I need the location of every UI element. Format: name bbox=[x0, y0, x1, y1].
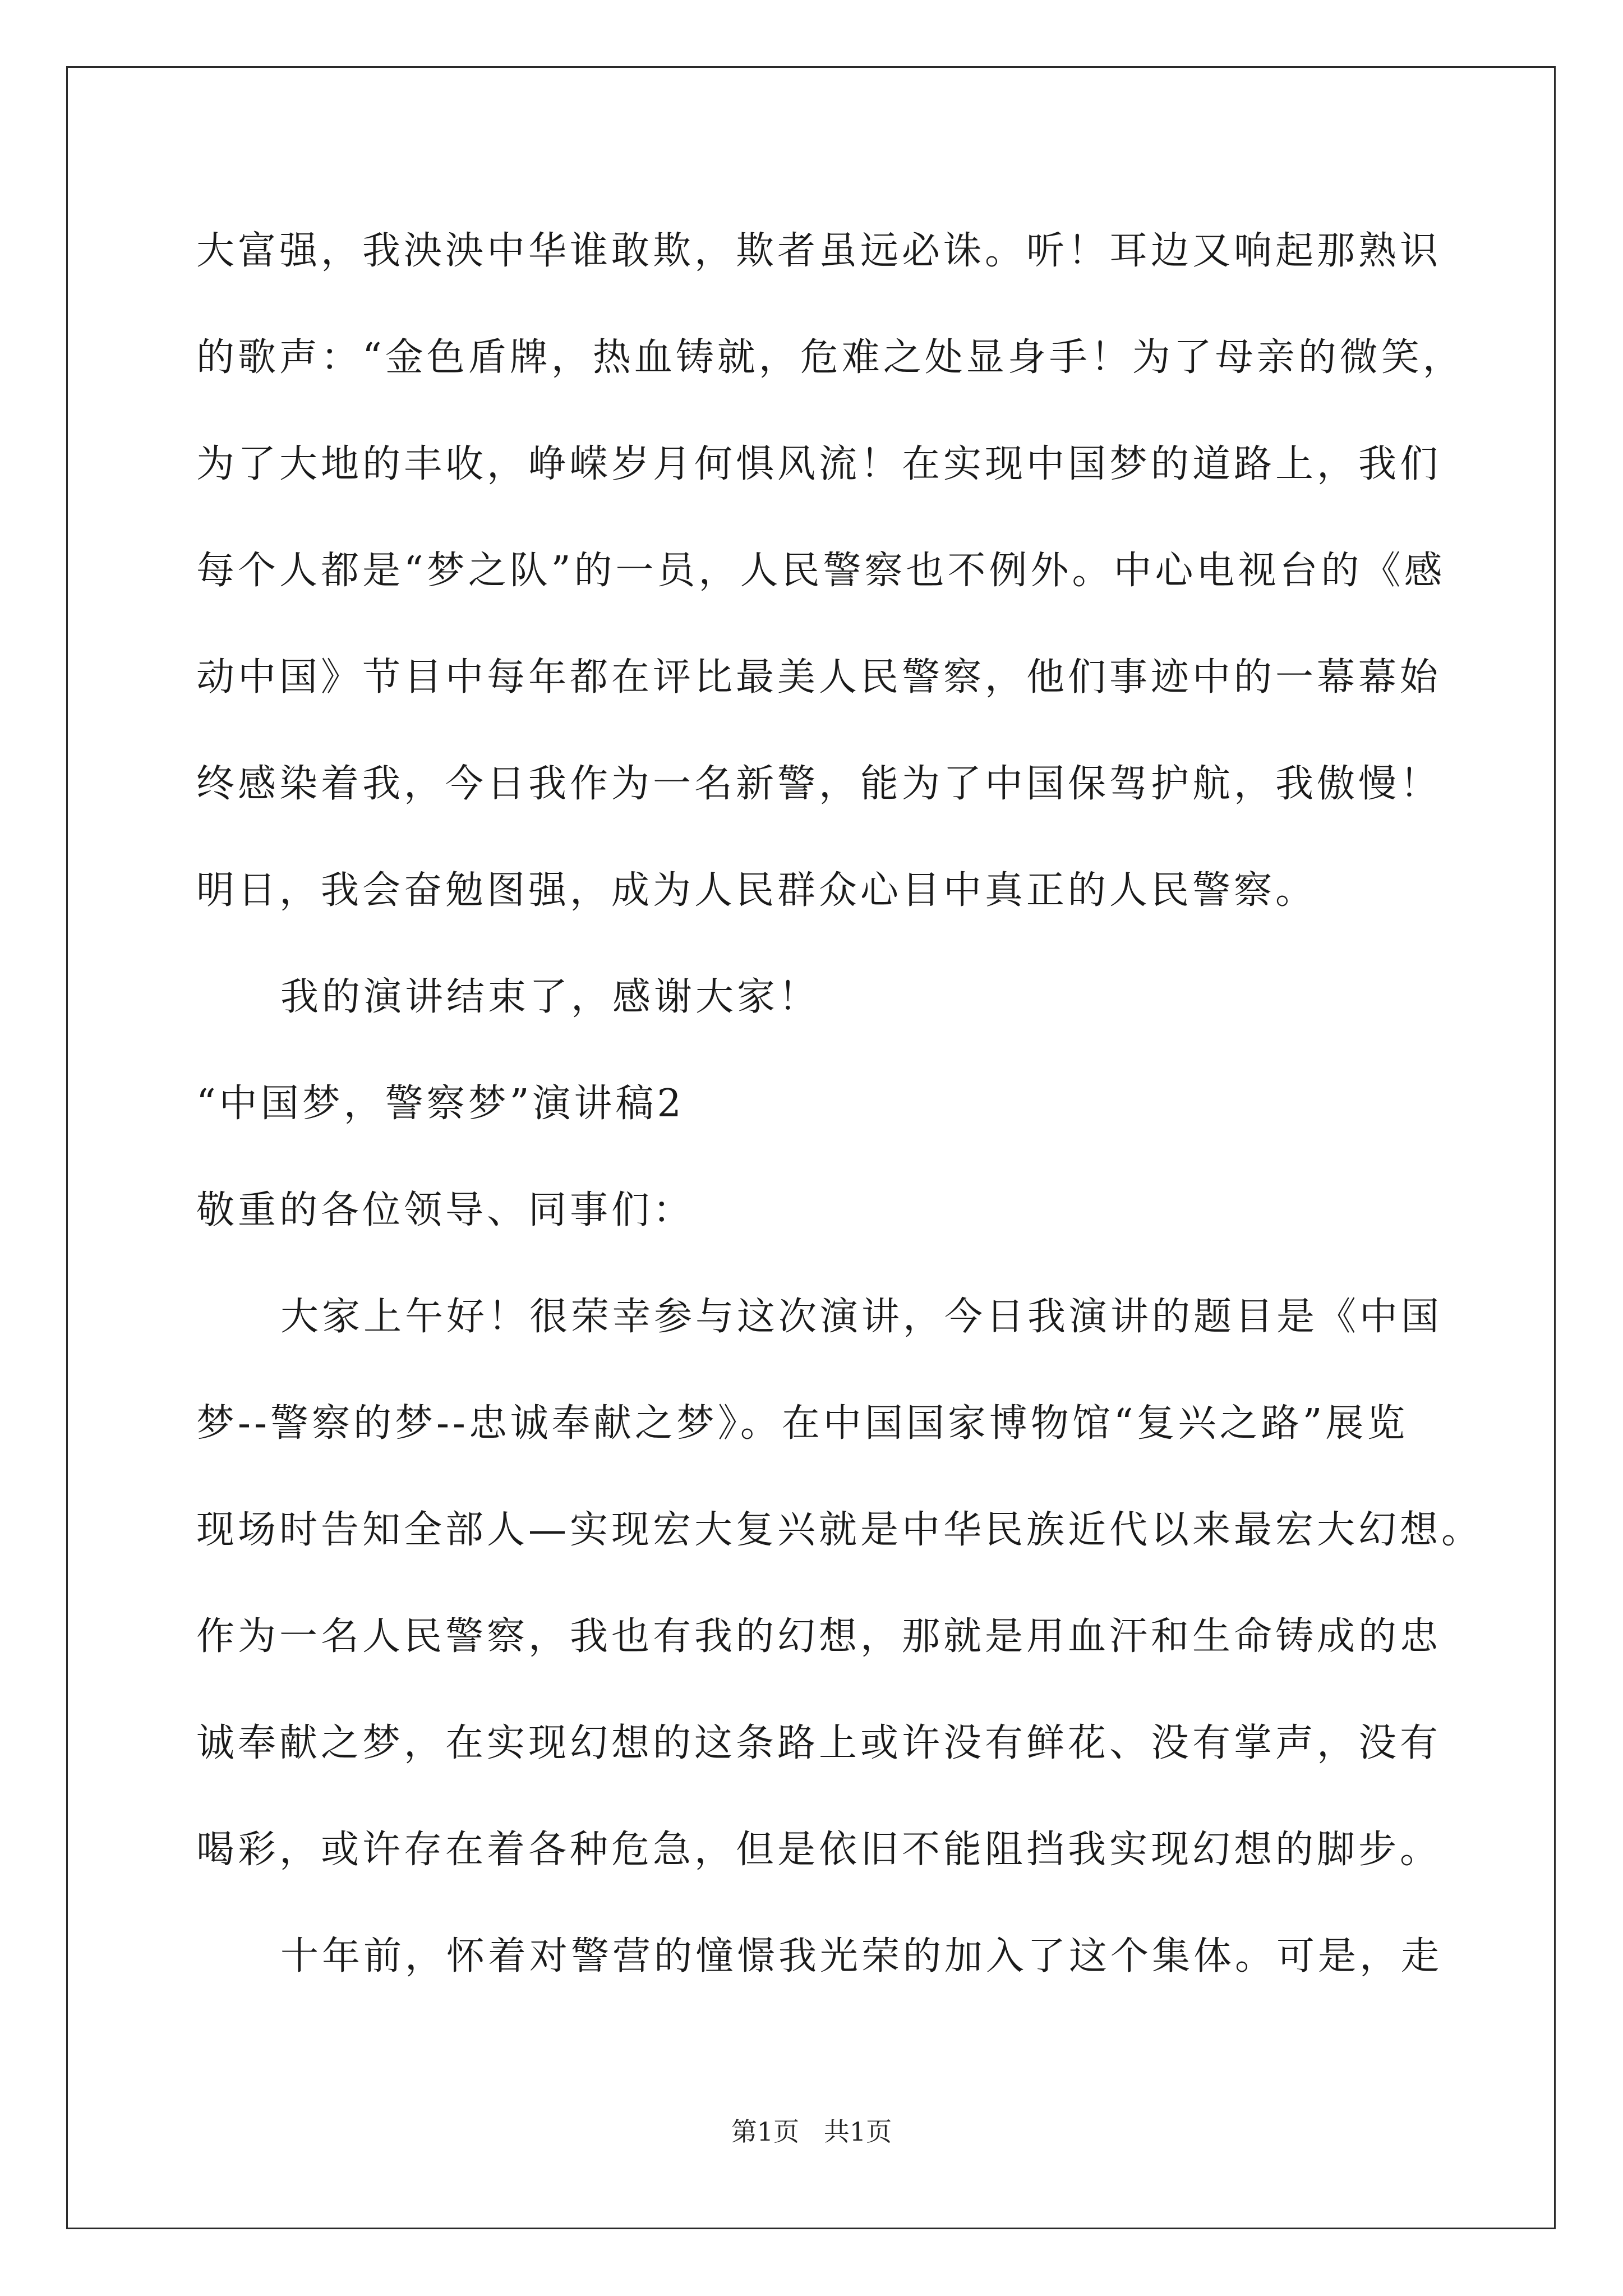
text-line: 每个人都是“梦之队”的一员，人民警察也不例外。中心电视台的《感 bbox=[196, 549, 1446, 593]
text-line: 作为一名人民警察，我也有我的幻想，那就是用血汗和生命铸成的忠 bbox=[196, 1614, 1442, 1659]
text-line: 终感染着我，今日我作为一名新警，能为了中国保驾护航，我傲慢！ bbox=[196, 762, 1442, 806]
page-number-footer: 第1页 共1页 bbox=[731, 2116, 892, 2147]
text-line: 为了大地的丰收，峥嵘岁月何惧风流！在实现中国梦的道路上，我们 bbox=[196, 442, 1442, 486]
closing-paragraph: 我的演讲结束了，感谢大家！ bbox=[280, 975, 820, 1019]
text-line: 现场时告知全部人—实现宏大复兴就是中华民族近代以来最宏大幻想。 bbox=[196, 1508, 1483, 1552]
text-line: 大富强，我泱泱中华谁敢欺，欺者虽远必诛。听！耳边又响起那熟识 bbox=[196, 229, 1442, 273]
text-line: 喝彩，或许存在着各种危急，但是依旧不能阻挡我实现幻想的脚步。 bbox=[196, 1828, 1442, 1872]
text-line: 梦--警察的梦--忠诚奉献之梦》。在中国国家博物馆“复兴之路”展览 bbox=[196, 1401, 1409, 1446]
text-line: 诚奉献之梦，在实现幻想的这条路上或许没有鲜花、没有掌声，没有 bbox=[196, 1721, 1442, 1765]
section-heading: “中国梦，警察梦”演讲稿2 bbox=[196, 1082, 685, 1126]
page-border bbox=[66, 66, 1556, 2229]
text-line: 大家上午好！很荣幸参与这次演讲，今日我演讲的题目是《中国 bbox=[280, 1295, 1443, 1339]
text-line: 明日，我会奋勉图强，成为人民群众心目中真正的人民警察。 bbox=[196, 868, 1317, 913]
text-line: 动中国》节目中每年都在评比最美人民警察，他们事迹中的一幕幕始 bbox=[196, 655, 1442, 700]
text-line: 的歌声：“金色盾牌，热血铸就，危难之处显身手！为了母亲的微笑， bbox=[196, 335, 1464, 380]
salutation: 敬重的各位领导、同事们： bbox=[196, 1188, 695, 1232]
text-line: 十年前，怀着对警营的憧憬我光荣的加入了这个集体。可是，走 bbox=[280, 1934, 1443, 1978]
